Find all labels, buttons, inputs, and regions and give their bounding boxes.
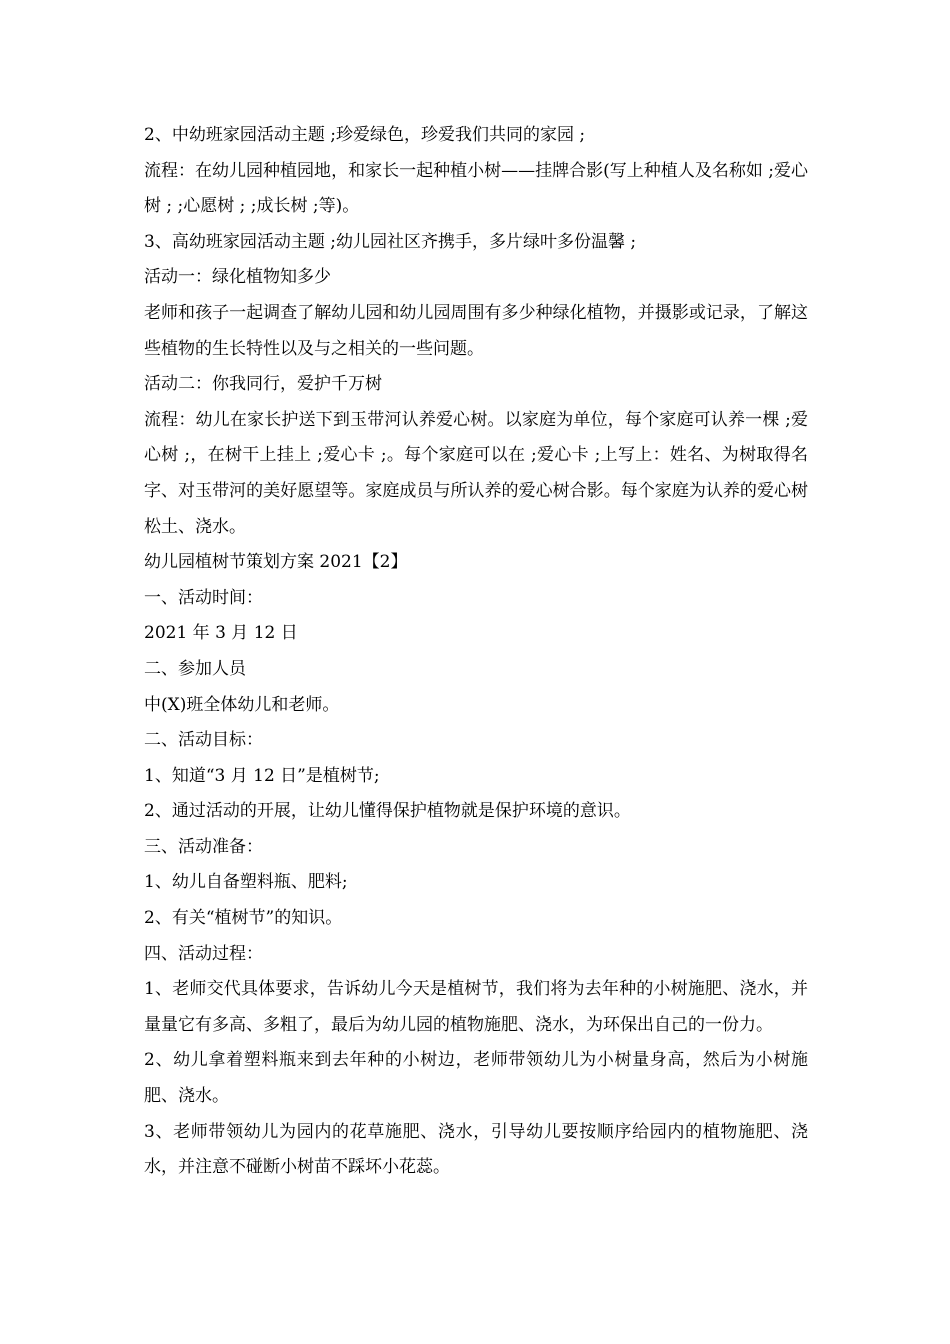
section-heading: 活动一：绿化植物知多少 bbox=[144, 267, 331, 288]
document-title: 幼儿园植树节策划方案 2021【2】 bbox=[144, 552, 408, 573]
section-heading: 活动二：你我同行，爱护千万树 bbox=[144, 374, 382, 395]
section-heading: 四、活动过程： bbox=[144, 943, 263, 964]
list-item: 2、有关“植树节”的知识。 bbox=[144, 908, 343, 929]
paragraph: 流程：在幼儿园种植园地，和家长一起种植小树——挂牌合影(写上种植人及名称如 ;爱心树 ; ;心愿树 ; ;成长树 ;等)。 bbox=[144, 160, 808, 217]
section-heading: 三、活动准备： bbox=[144, 836, 263, 857]
paragraph: 老师和孩子一起调查了解幼儿园和幼儿园周围有多少种绿化植物，并摄影或记录，了解这些植物的生长特性以及与之相关的一些问题。 bbox=[144, 302, 808, 359]
list-item: 1、老师交代具体要求，告诉幼儿今天是植树节，我们将为去年种的小树施肥、浇水，并量量它有多高、多粗了，最后为幼儿园的植物施肥、浇水，为环保出自己的一份力。 bbox=[144, 979, 808, 1035]
paragraph: 2021 年 3 月 12 日 bbox=[144, 623, 298, 644]
section-heading: 一、活动时间： bbox=[144, 587, 263, 608]
paragraph: 流程：幼儿在家长护送下到玉带河认养爱心树。以家庭为单位，每个家庭可认养一棵 ;爱心树 ;，在树干上挂上 ;爱心卡 ;。每个家庭可以在 ;爱心卡 ;上写上：姓名、为树取得名字、对玉带河的美好愿望等。家庭成员与所认养的爱心树合影。每个家庭为认养的爱心树松土、浇水。 bbox=[144, 409, 808, 537]
list-item: 3、老师带领幼儿为园内的花草施肥、浇水，引导幼儿要按顺序给园内的植物施肥、浇水，并注意不碰断小树苗不踩坏小花蕊。 bbox=[144, 1121, 808, 1178]
list-item: 1、幼儿自备塑料瓶、肥料; bbox=[144, 872, 348, 893]
list-item: 2、通过活动的开展，让幼儿懂得保护植物就是保护环境的意识。 bbox=[144, 801, 631, 822]
section-heading: 二、活动目标： bbox=[144, 730, 263, 751]
list-item: 2、幼儿拿着塑料瓶来到去年种的小树边，老师带领幼儿为小树量身高，然后为小树施肥、浇水。 bbox=[144, 1050, 808, 1107]
paragraph: 2、中幼班家园活动主题 ;珍爱绿色，珍爱我们共同的家园 ; bbox=[144, 125, 586, 145]
paragraph: 3、高幼班家园活动主题 ;幼儿园社区齐携手，多片绿叶多份温馨 ; bbox=[144, 231, 637, 252]
document-body bbox=[144, 118, 808, 1186]
section-heading: 二、参加人员 bbox=[144, 658, 246, 679]
list-item: 1、知道“3 月 12 日”是植树节; bbox=[144, 765, 380, 786]
paragraph: 中(X)班全体幼儿和老师。 bbox=[144, 694, 340, 715]
